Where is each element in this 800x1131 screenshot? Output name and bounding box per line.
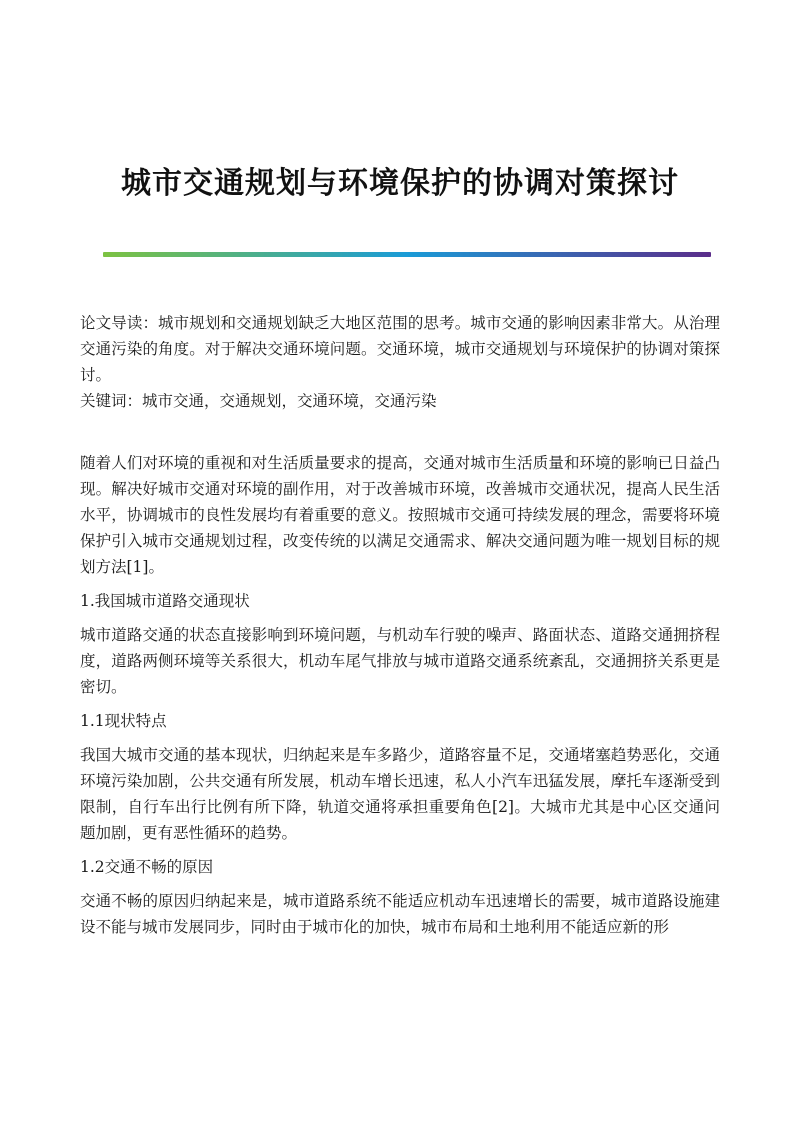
spacer: [80, 614, 720, 622]
subsection-heading: 1.1现状特点: [80, 712, 167, 730]
document-body: [80, 310, 720, 940]
subsection-heading: 1.2交通不畅的原因: [80, 858, 214, 876]
title-divider: [103, 252, 711, 257]
spacer: [80, 846, 720, 854]
abstract-paragraph: 论文导读：城市规划和交通规划缺乏大地区范围的思考。城市交通的影响因素非常大。从治理交通污染的角度。对于解决交通环境问题。交通环境，城市交通规划与环境保护的协调对策探讨。: [80, 314, 720, 384]
section-paragraph: 城市道路交通的状态直接影响到环境问题，与机动车行驶的噪声、路面状态、道路交通拥挤程度，道路两侧环境等关系很大，机动车尾气排放与城市道路交通系统紊乱，交通拥挤关系更是密切。: [80, 626, 720, 696]
subsection-paragraph: 交通不畅的原因归纳起来是，城市道路系统不能适应机动车迅速增长的需要，城市道路设施建设不能与城市发展同步，同时由于城市化的加快，城市布局和土地利用不能适应新的形: [80, 892, 720, 936]
spacer: [80, 700, 720, 708]
spacer: [80, 734, 720, 742]
spacer: [80, 580, 720, 588]
document-title: 城市交通规划与环境保护的协调对策探讨: [121, 166, 679, 201]
subsection-paragraph: 我国大城市交通的基本现状，归纳起来是车多路少，道路容量不足，交通堵塞趋势恶化，交通环境污染加剧，公共交通有所发展，机动车增长迅速，私人小汽车迅猛发展，摩托车逐渐受到限制，自行车出行比例有所下降，轨道交通将承担重要角色[2]。大城市尤其是中心区交通问题加剧，更有恶性循环的趋势。: [80, 746, 720, 842]
spacer: [80, 414, 720, 450]
intro-paragraph: 随着人们对环境的重视和对生活质量要求的提高，交通对城市生活质量和环境的影响已日益凸现。解决好城市交通对环境的副作用，对于改善城市环境，改善城市交通状况，提高人民生活水平，协调城市的良性发展均有着重要的意义。按照城市交通可持续发展的理念，需要将环境保护引入城市交通规划过程，改变传统的以满足交通需求、解决交通问题为唯一规划目标的规划方法[1]。: [80, 454, 720, 576]
spacer: [80, 880, 720, 888]
keywords-line: 关键词：城市交通，交通规划，交通环境，交通污染: [80, 392, 437, 410]
section-heading: 1.我国城市道路交通现状: [80, 592, 250, 610]
